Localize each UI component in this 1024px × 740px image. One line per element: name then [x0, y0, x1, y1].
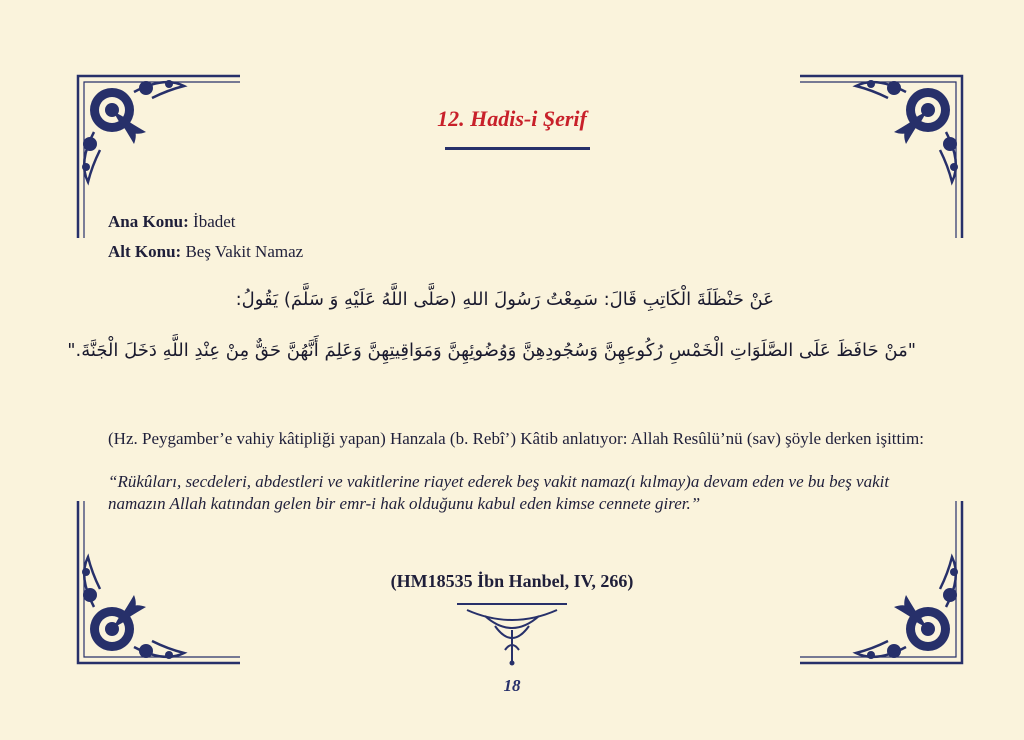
hadith-source: (HM18535 İbn Hanbel, IV, 266): [390, 571, 634, 591]
main-topic-value: İbadet: [193, 212, 236, 231]
bottom-ornament: [455, 600, 569, 666]
main-topic-label: Ana Konu:: [108, 212, 189, 231]
flourish-icon: [455, 600, 569, 666]
corner-ornament-top-right: [796, 72, 966, 242]
page-title: 12. Hadis-i Şerif: [437, 106, 587, 131]
main-topic: [108, 212, 236, 232]
translation-quote: “Rükûları, secdeleri, abdestleri ve vakitlerine riayet ederek beş vakit namaz(ı kılmay)a devam eden ve bu beş vakit namazın Allah katından gelen bir emr-i hak olduğunu kabul eden kimse cennete girer.”: [108, 472, 890, 513]
flourish-icon: [796, 72, 966, 242]
sub-topic-value: Beş Vakit Namaz: [185, 242, 304, 261]
sub-topic: [108, 242, 303, 262]
title-divider: [445, 147, 590, 150]
sub-topic-label: Alt Konu:: [108, 242, 182, 261]
page-number: 18: [503, 676, 521, 695]
translation-intro: (Hz. Peygamber’e vahiy kâtipliği yapan) Hanzala (b. Rebî’) Kâtib anlatıyor: Allah Resûlü’nü (sav) şöyle derken işittim:: [108, 429, 924, 448]
arabic-text-line-2: "مَنْ حَافَظَ عَلَى الصَّلَوَاتِ الْخَمْسِ رُكُوعِهِنَّ وَسُجُودِهِنَّ وَوُضُوئِهِنَّ وَمَوَاقِيتِهِنَّ وَعَلِمَ أَنَّهُنَّ حَقٌّ مِنْ عِنْدِ اللَّهِ دَخَلَ الْجَنَّةَ.": [67, 340, 916, 361]
arabic-text-line-1: عَنْ حَنْظَلَةَ الْكَاتِبِ قَالَ: سَمِعْتُ رَسُولَ اللهِ (صَلَّى اللَّهُ عَلَيْهِ وَ سَلَّمَ) يَقُولُ:: [235, 289, 774, 310]
